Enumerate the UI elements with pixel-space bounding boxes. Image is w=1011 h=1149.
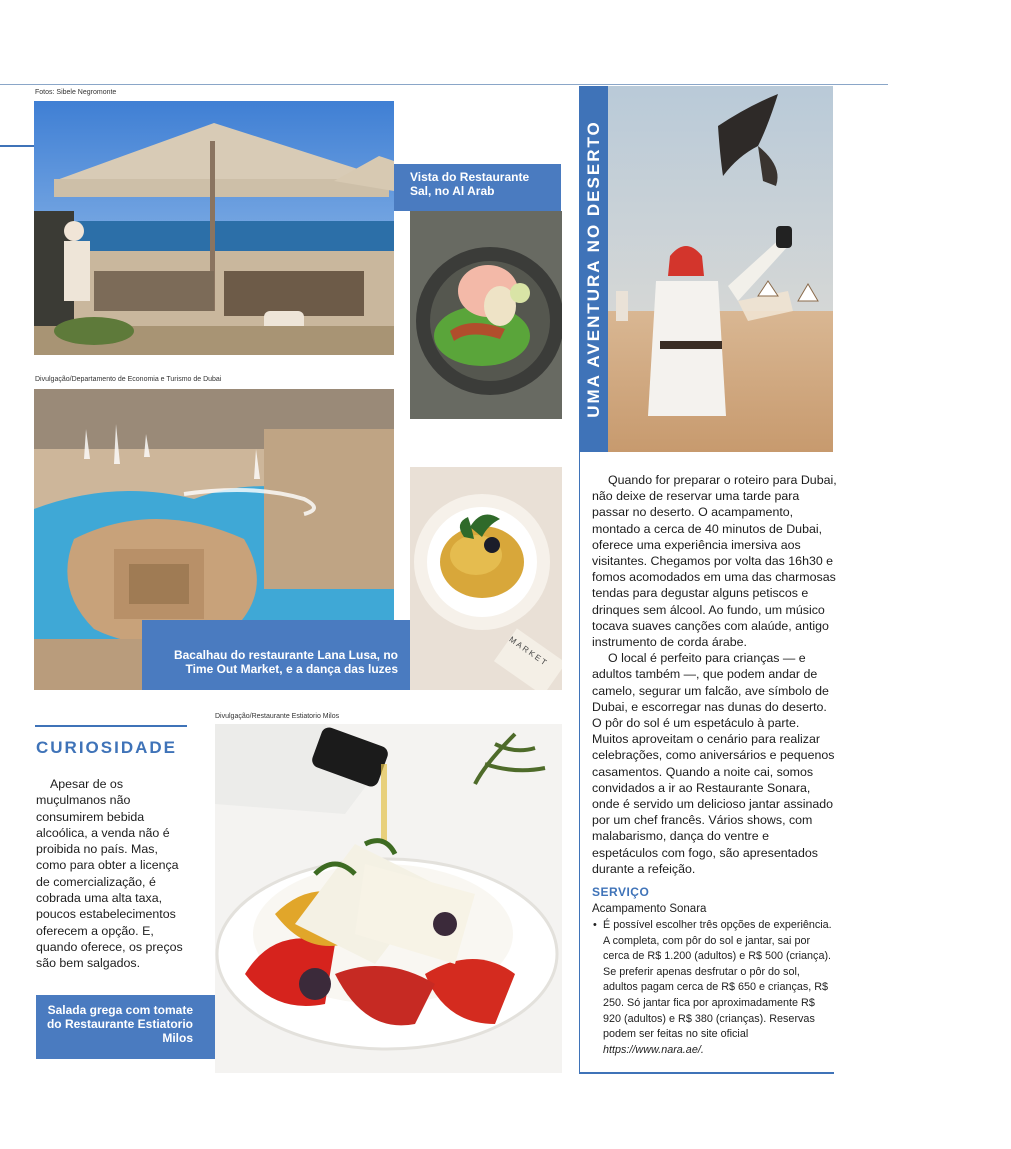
servico-bullet: • <box>593 919 597 931</box>
article-body <box>592 472 837 877</box>
photo-beach-restaurant <box>34 101 394 355</box>
article-vertical-title: UMA AVENTURA NO DESERTO <box>583 120 603 418</box>
curiosidade-title: CURIOSIDADE <box>36 738 178 757</box>
article-paragraph: Quando for preparar o roteiro para Dubai, não deixe de reservar uma tarde para passar no deserto. O acampamento, montado a cerca de 40 minutos de Dubai, oferece uma experiência imersiva aos visitantes. Chegamos por volta das 16h30 e fomos acomodados em uma das charmosas tendas para degustar alguns petiscos e drinques sem álcool. Ao fundo, um músico tocava suaves canções com alaúde, antigo instrumento de corda árabe. <box>592 473 837 650</box>
column-bottom-border <box>579 1072 834 1074</box>
curiosidade-rule <box>35 725 187 727</box>
market-sign-text: MARKET <box>507 634 550 669</box>
caption-milos: Salada grega com tomate do Restaurante Estiatorio Milos <box>36 995 215 1059</box>
photo-falconer-desert <box>608 86 833 452</box>
article-vertical-title-box <box>579 86 608 452</box>
top-rule <box>0 84 888 85</box>
servico-link[interactable]: https://www.nara.ae/. <box>603 1043 704 1056</box>
column-left-border <box>579 452 580 1072</box>
caption-sal: Vista do Restaurante Sal, no Al Arab <box>394 164 561 211</box>
photo-credit-bottom: Divulgação/Restaurante Estiatorio Milos <box>215 713 340 720</box>
left-accent-rule <box>0 145 34 147</box>
caption-lana-lusa: Bacalhau do restaurante Lana Lusa, no Time Out Market, e a dança das luzes <box>142 620 410 690</box>
photo-greek-salad <box>215 724 562 1073</box>
servico-title: SERVIÇO <box>592 885 650 899</box>
servico-details <box>603 918 835 1058</box>
photo-lana-lusa-dish <box>410 467 562 690</box>
curiosidade-text: Apesar de os muçulmanos não consumirem bebida alcoólica, a venda não é proibida no país. Mas, como para obter a licença de comercialização, é cobrada uma alta taxa, poucos estabelecimentos oferecem a opção. E, quando oferece, os preços são bem salgados. <box>36 777 183 971</box>
curiosidade-text-box <box>36 776 191 972</box>
article-paragraph: O local é perfeito para crianças — e adultos também —, que podem andar de camelo, segurar um falcão, ave símbolo de Dubai, e escorregar nas dunas do deserto. O pôr do sol é um espetáculo à parte. Muitos aproveitam o cenário para realizar celebrações, como aniversários e pequenos casamentos. Quando a noite cai, somos convidados a ir ao Restaurante Sonara, onde é servido um delicioso jantar assinado por um chef francês. Vários shows, com malabarismo, dança do ventre e espetáculos com fogo, são apresentados durante a refeição. <box>592 651 835 876</box>
photo-sal-dish <box>410 211 562 419</box>
servico-text: É possível escolher três opções de experiência. A completa, com pôr do sol e jantar, sai por cerca de R$ 1.200 (adultos) e R$ 500 (criança). Se preferir apenas desfrutar o pôr do sol, adultos pagam cerca de R$ 650 e crianças, R$ 250. Só jantar fica por aproximadamente R$ 920 (adultos) e R$ 380 (crianças). Reservas podem ser feitas no site oficial <box>603 919 832 1041</box>
servico-venue: Acampamento Sonara <box>592 903 707 915</box>
photo-credit-top: Fotos: Sibele Negromonte <box>35 89 117 96</box>
photo-credit-middle: Divulgação/Departamento de Economia e Turismo de Dubai <box>35 376 222 383</box>
